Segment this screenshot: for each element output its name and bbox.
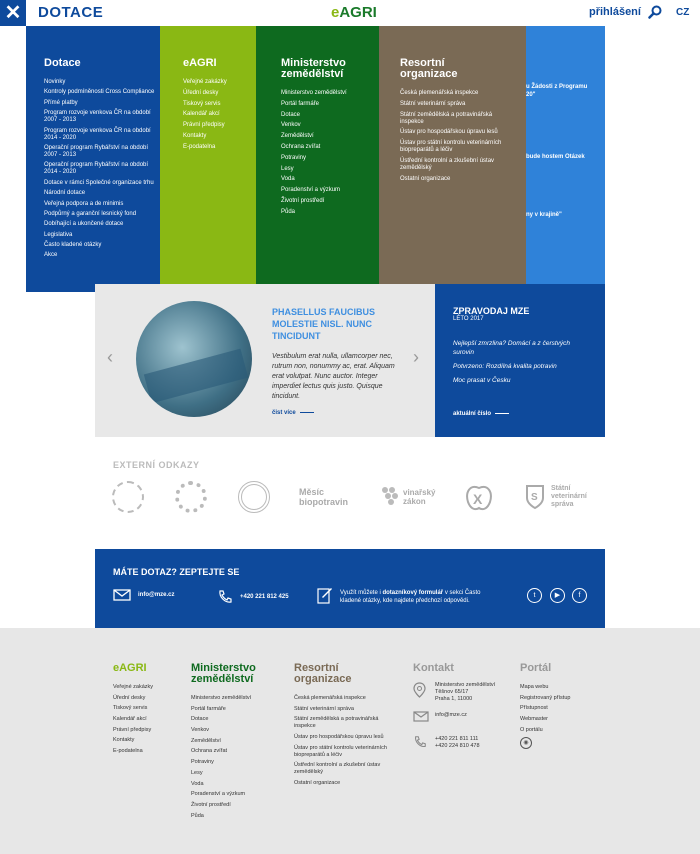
menu-title-dotace[interactable]: Dotace <box>44 57 81 69</box>
footer-link-resortni[interactable]: Česká plemenářská inspekce <box>294 695 366 701</box>
menu-item-dotace[interactable]: Operační program Rybářství na období 2014 - 2020 <box>44 162 149 176</box>
envelope-icon <box>113 589 131 601</box>
banner-text: bude hostem Otázek <box>526 154 585 160</box>
menu-item-dotace[interactable]: Podpůrný a garanční lesnický fond <box>44 210 137 217</box>
menu-item-resortni[interactable]: Ústav pro státní kontrolu veterinárních biopreparátů a léčiv <box>400 140 502 154</box>
footer-phone[interactable]: +420 221 811 111 <box>435 736 479 742</box>
menu-item-ministerstvo[interactable]: Venkov <box>281 122 301 129</box>
menu-item-resortni[interactable]: Státní veterinární správa <box>400 100 466 107</box>
footer-column-eagri <box>113 663 153 759</box>
footer-list-eagri <box>113 684 153 755</box>
footer-link-portal[interactable]: Přístupnost <box>520 705 548 712</box>
menu-item-dotace[interactable]: Veřejná podpora a de minimis <box>44 200 124 207</box>
menu-item-eagri[interactable]: Veřejné zakázky <box>183 79 227 85</box>
menu-list-ministerstvo <box>281 90 379 216</box>
menu-item-ministerstvo[interactable]: Ministerstvo zemědělství <box>281 90 347 96</box>
footer-link-resortni[interactable]: Ostatní organizace <box>294 780 341 787</box>
footer-link-resortni[interactable]: Ústřední kontrolní a zkušební ústav zemědělský <box>294 762 381 776</box>
newsletter-item[interactable]: Potvrzeno: Rozdílná kvalita potravin <box>453 363 557 370</box>
phone-icon <box>217 589 233 605</box>
footer-link-portal[interactable]: Mapa webu <box>520 684 549 690</box>
footer-link-ministerstvo[interactable]: Půda <box>191 812 204 819</box>
menu-item-dotace[interactable]: Dobíhající a ukončené dotace <box>44 221 124 228</box>
footer-link-eagri[interactable]: Kontakty <box>113 737 135 744</box>
menu-column-resortni <box>379 26 526 292</box>
location-pin-icon <box>413 682 426 698</box>
footer-link-resortni[interactable]: Státní veterinární správa <box>294 705 354 712</box>
menu-column-ministerstvo <box>256 26 379 292</box>
contact-box <box>95 549 605 628</box>
menu-item-ministerstvo[interactable]: Portál farmáře <box>281 100 320 107</box>
footer-link-eagri[interactable]: Úřední desky <box>113 694 146 701</box>
contact-form-text: Využít můžete i dotazníkový formulář v sekci Často kladené otázky, kde najdete předchozí odpovědi. <box>340 590 481 604</box>
contact-title: MÁTE DOTAZ? ZEPTEJTE SE <box>113 567 240 577</box>
menu-item-eagri[interactable]: E-podatelna <box>183 143 216 150</box>
footer-link-ministerstvo[interactable]: Životní prostředí <box>191 801 231 808</box>
apple-x-icon <box>462 480 496 514</box>
menu-item-resortni[interactable]: Ústřední kontrolní a zkušební ústav zemědělský <box>400 157 495 171</box>
questionnaire-form-link[interactable]: dotazníkový formulář <box>382 590 444 596</box>
footer-email-link[interactable]: info@mze.cz <box>435 712 467 718</box>
menu-item-dotace[interactable]: Novinky <box>44 79 66 85</box>
footer-link-ministerstvo[interactable]: Potraviny <box>191 759 214 766</box>
footer-title-resortni[interactable]: Resortní organizace <box>294 662 352 685</box>
footer-column-ministerstvo <box>191 663 271 823</box>
menu-item-ministerstvo[interactable]: Voda <box>281 176 295 183</box>
envelope-icon <box>413 711 429 722</box>
close-menu-button[interactable]: ✕ <box>0 0 26 26</box>
footer-link-resortni[interactable]: Ústav pro hospodářskou úpravu lesů <box>294 734 384 741</box>
menu-item-dotace[interactable]: Dotace v rámci Společné organizace trhu <box>44 179 154 186</box>
menu-list-resortni <box>400 90 512 183</box>
external-logo-svs[interactable]: S Státní veterinární správa <box>525 480 595 514</box>
menu-item-dotace[interactable]: Operační program Rybářství na období 2007 - 2013 <box>44 144 149 158</box>
footer-column-portal <box>520 663 570 749</box>
footer-address-line: Praha 1, 11000 <box>435 696 473 702</box>
footer-link-ministerstvo[interactable]: Zemědělství <box>191 737 221 744</box>
menu-title-ministerstvo[interactable]: Ministerstvo zemědělství <box>281 57 346 80</box>
footer-link-eagri[interactable]: Právní předpisy <box>113 726 152 733</box>
phone-icon <box>413 735 427 749</box>
newsletter-title: ZPRAVODAJ MZE <box>453 306 530 316</box>
menu-column-dotace <box>26 26 160 292</box>
top-bar <box>0 0 700 26</box>
footer-list-resortni <box>294 695 394 787</box>
footer-title-kontakt: Kontakt <box>413 662 454 674</box>
banner-text: ny v krajině" <box>526 212 562 218</box>
footer-title-portal: Portál <box>520 662 552 674</box>
twitter-icon[interactable]: t <box>527 588 542 603</box>
external-logo-3[interactable] <box>238 480 270 514</box>
menu-item-ministerstvo[interactable]: Zemědělství <box>281 133 314 140</box>
menu-item-dotace[interactable]: Kontroly podmíněnosti Cross Compliance <box>44 89 155 96</box>
rss-icon[interactable]: ◉ <box>520 737 532 749</box>
newsletter-current-issue-link[interactable]: aktuální číslo <box>453 411 509 417</box>
eagri-logo[interactable]: eAGRI <box>331 4 377 21</box>
menu-item-eagri[interactable]: Kalendář akcí <box>183 111 220 118</box>
footer-link-ministerstvo[interactable]: Venkov <box>191 727 210 734</box>
menu-item-ministerstvo[interactable]: Dotace <box>281 111 301 118</box>
svg-text:X: X <box>473 491 483 507</box>
external-logo-vinarsky-zakon[interactable]: vinařský zákon <box>378 480 438 514</box>
footer-address-line: Těšnov 65/17 <box>435 689 469 695</box>
footer-column-resortni <box>294 663 394 791</box>
menu-item-dotace[interactable]: Program rozvoje venkova ČR na období 2007 - 2013 <box>44 110 151 124</box>
newsletter-item[interactable]: Nejlepší zmrzlina? Domácí a z čerstvých surovin <box>453 340 571 356</box>
youtube-icon[interactable]: ▶ <box>550 588 565 603</box>
slide-title: PHASELLUS FAUCIBUS MOLESTIE NISL. NUNC TINCIDUNT <box>272 307 376 341</box>
menu-title-eagri[interactable]: eAGRI <box>183 57 217 69</box>
menu-item-ministerstvo[interactable]: Lesy <box>281 165 294 172</box>
menu-item-dotace[interactable]: Program rozvoje venkova ČR na období 2014 - 2020 <box>44 127 151 141</box>
footer-link-ministerstvo[interactable]: Poradenství a výzkum <box>191 791 246 798</box>
banner-text: 20" <box>526 92 536 98</box>
newsletter-item[interactable]: Moc prasat v Česku <box>453 377 511 384</box>
menu-item-ministerstvo[interactable]: Ochrana zvířat <box>281 143 321 150</box>
footer-link-eagri[interactable]: Veřejné zakázky <box>113 684 154 690</box>
slide-read-more-link[interactable]: čist více <box>272 410 314 416</box>
arrow-right-icon <box>300 412 314 413</box>
menu-item-ministerstvo[interactable]: Poradenství a výzkum <box>281 187 341 194</box>
menu-item-eagri[interactable]: Právní předpisy <box>183 122 225 129</box>
menu-title-resortni[interactable]: Resortní organizace <box>400 57 458 80</box>
footer-link-resortni[interactable]: Státní zemědělská a potravinářská inspekce <box>294 716 379 730</box>
menu-item-resortni[interactable]: Česká plemenářská inspekce <box>400 90 479 96</box>
menu-item-dotace[interactable]: Přímé platby <box>44 99 78 106</box>
external-logo-mesic-biopotravin[interactable]: Měsíc biopotravin <box>299 487 348 507</box>
menu-item-resortni[interactable]: Státní zemědělská a potravinářská inspekce <box>400 111 493 125</box>
language-switch[interactable]: CZ <box>676 7 690 18</box>
footer-link-ministerstvo[interactable]: Lesy <box>191 769 203 776</box>
footer-link-ministerstvo[interactable]: Ministerstvo zemědělství <box>191 695 252 701</box>
slider-next-button[interactable]: › <box>413 347 419 367</box>
slide-image <box>136 301 252 417</box>
footer-link-ministerstvo[interactable]: Portál farmáře <box>191 705 226 712</box>
form-edit-icon <box>317 586 333 604</box>
hero-slider <box>95 284 435 437</box>
menu-item-ministerstvo[interactable]: Půda <box>281 208 296 215</box>
menu-item-dotace[interactable]: Národní dotace <box>44 190 86 197</box>
external-logo-1[interactable] <box>112 480 144 514</box>
footer-link-ministerstvo[interactable]: Voda <box>191 780 204 787</box>
footer-link-eagri[interactable]: Tiskový servis <box>113 705 148 712</box>
search-icon[interactable] <box>648 5 662 19</box>
external-logo-2[interactable] <box>175 480 207 514</box>
footer-link-eagri[interactable]: E-podatelna <box>113 748 143 755</box>
footer-title-ministerstvo[interactable]: Ministerstvo zemědělství <box>191 662 256 685</box>
svg-text:S: S <box>531 492 538 503</box>
newsletter-list <box>453 339 583 390</box>
footer-link-ministerstvo[interactable]: Ochrana zvířat <box>191 748 228 755</box>
grapes-icon <box>379 484 401 510</box>
slider-prev-button[interactable]: ‹ <box>107 347 113 367</box>
footer-link-ministerstvo[interactable]: Dotace <box>191 716 209 723</box>
menu-item-dotace[interactable]: Legislativa <box>44 231 73 238</box>
footer-column-kontakt <box>413 663 508 773</box>
menu-item-ministerstvo[interactable]: Potraviny <box>281 154 307 161</box>
banner-text: u Žádosti z Programu <box>526 84 588 90</box>
site-section-title[interactable]: DOTACE <box>38 4 104 21</box>
newsletter-subtitle: LÉTO 2017 <box>453 316 484 322</box>
footer-title-eagri[interactable]: eAGRI <box>113 662 147 674</box>
footer-link-resortni[interactable]: Ústav pro státní kontrolu veterinárních biopreparátů a léčiv <box>294 744 387 758</box>
login-link[interactable]: přihlášení <box>589 6 641 18</box>
footer-list-portal <box>520 684 570 734</box>
menu-list-eagri <box>183 79 256 151</box>
footer-link-portal[interactable]: Webmaster <box>520 716 549 723</box>
slide-text: Vestibulum erat nulla, ullamcorper nec, rutrum non, nonummy ac, erat. Aliquam erat volutpat. Nunc auctor. Integer imperdiet lectus quis justo. Quisque tincidunt. <box>272 353 395 400</box>
menu-item-resortni[interactable]: Ústav pro hospodářskou úpravu lesů <box>400 129 498 136</box>
arrow-right-icon <box>495 413 509 414</box>
hero-banner <box>526 26 605 284</box>
external-links-title: EXTERNÍ ODKAZY <box>113 460 200 470</box>
menu-item-eagri[interactable]: Kontakty <box>183 132 207 139</box>
footer-address-line: Ministerstvo zemědělství <box>435 682 496 688</box>
contact-email[interactable]: info@mze.cz <box>113 589 175 601</box>
menu-item-ministerstvo[interactable]: Životní prostředí <box>281 197 325 204</box>
footer-phone[interactable]: +420 224 810 478 <box>435 743 480 749</box>
footer-link-portal[interactable]: O portálu <box>520 726 543 733</box>
menu-item-eagri[interactable]: Úřední desky <box>183 89 219 96</box>
facebook-icon[interactable]: f <box>572 588 587 603</box>
menu-item-eagri[interactable]: Tiskový servis <box>183 100 221 107</box>
footer-link-portal[interactable]: Registrovaný přístup <box>520 694 571 701</box>
shield-icon <box>525 484 545 510</box>
menu-list-dotace <box>44 79 160 259</box>
menu-column-eagri <box>160 26 256 292</box>
external-logo-apple[interactable] <box>462 480 496 514</box>
footer-list-ministerstvo <box>191 695 271 820</box>
menu-item-dotace[interactable]: Akce <box>44 252 58 259</box>
newsletter-box <box>435 284 605 437</box>
menu-item-dotace[interactable]: Často kladené otázky <box>44 242 102 249</box>
menu-item-resortni[interactable]: Ostatní organizace <box>400 175 451 182</box>
contact-phone[interactable]: +420 221 812 425 <box>217 589 289 605</box>
footer-link-eagri[interactable]: Kalendář akcí <box>113 716 147 723</box>
